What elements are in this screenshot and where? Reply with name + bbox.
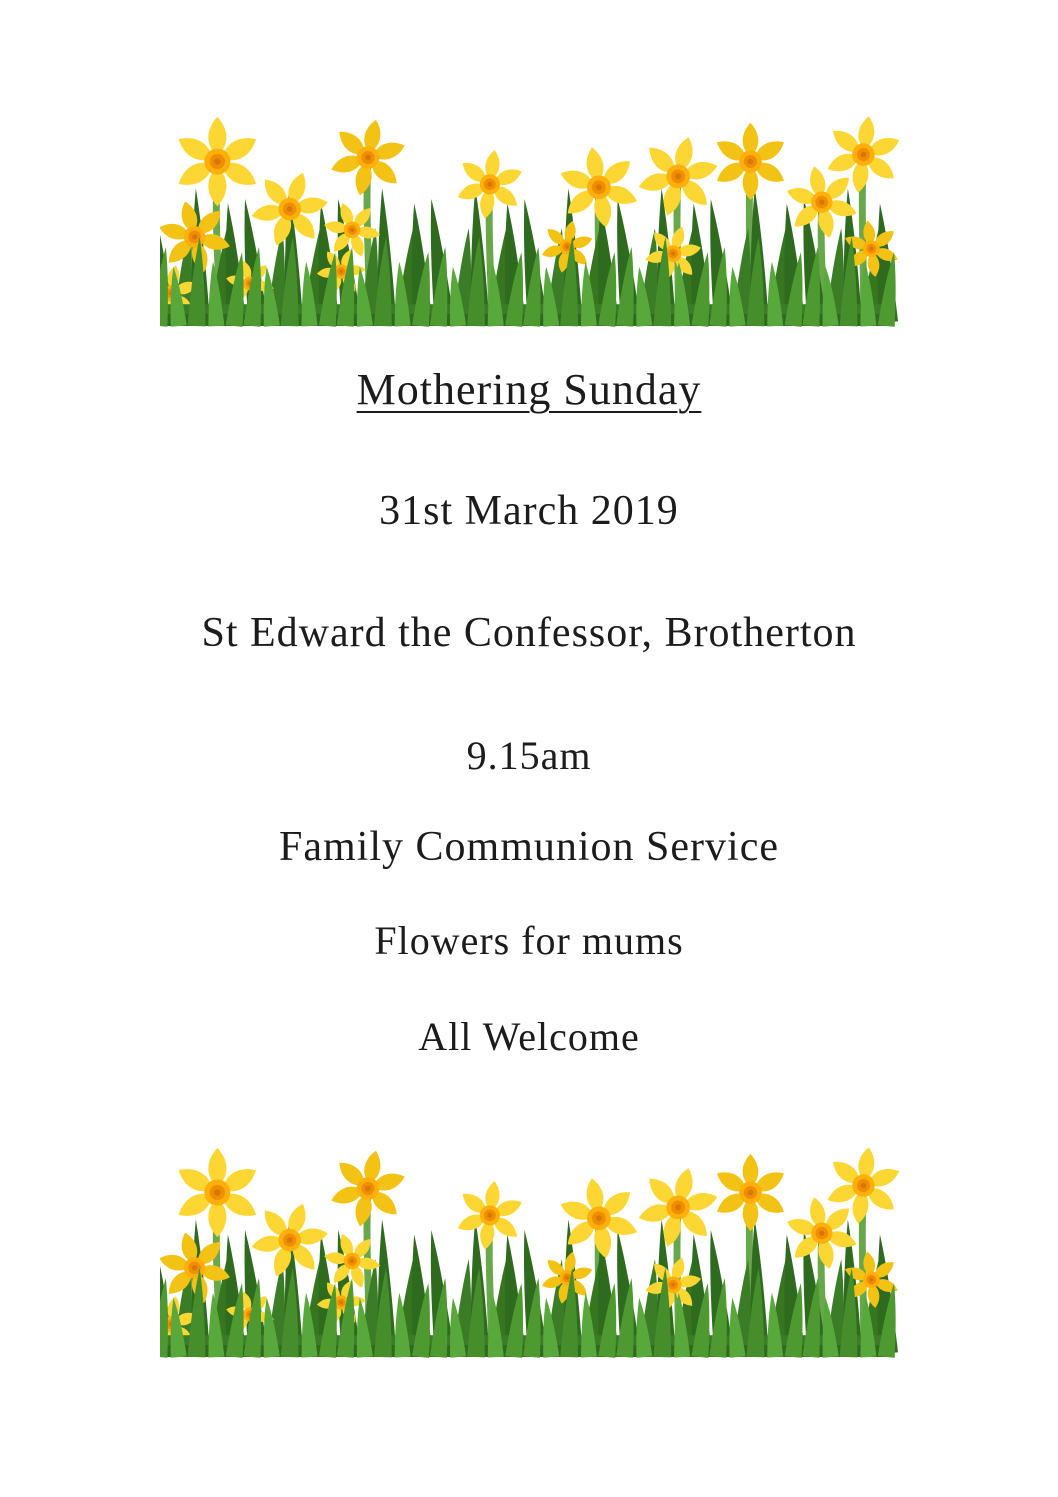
welcome-message: All Welcome — [418, 1014, 640, 1059]
service-name: Family Communion Service — [279, 824, 779, 870]
flowers-note: Flowers for mums — [374, 918, 684, 963]
venue-name: St Edward the Confessor, Brotherton — [201, 610, 857, 656]
event-date: 31st March 2019 — [379, 488, 679, 534]
service-time: 9.15am — [466, 733, 592, 778]
daffodil-border-top-image — [160, 110, 899, 328]
daffodil-border-bottom-image — [160, 1141, 899, 1359]
flyer-title: Mothering Sunday — [356, 365, 702, 414]
